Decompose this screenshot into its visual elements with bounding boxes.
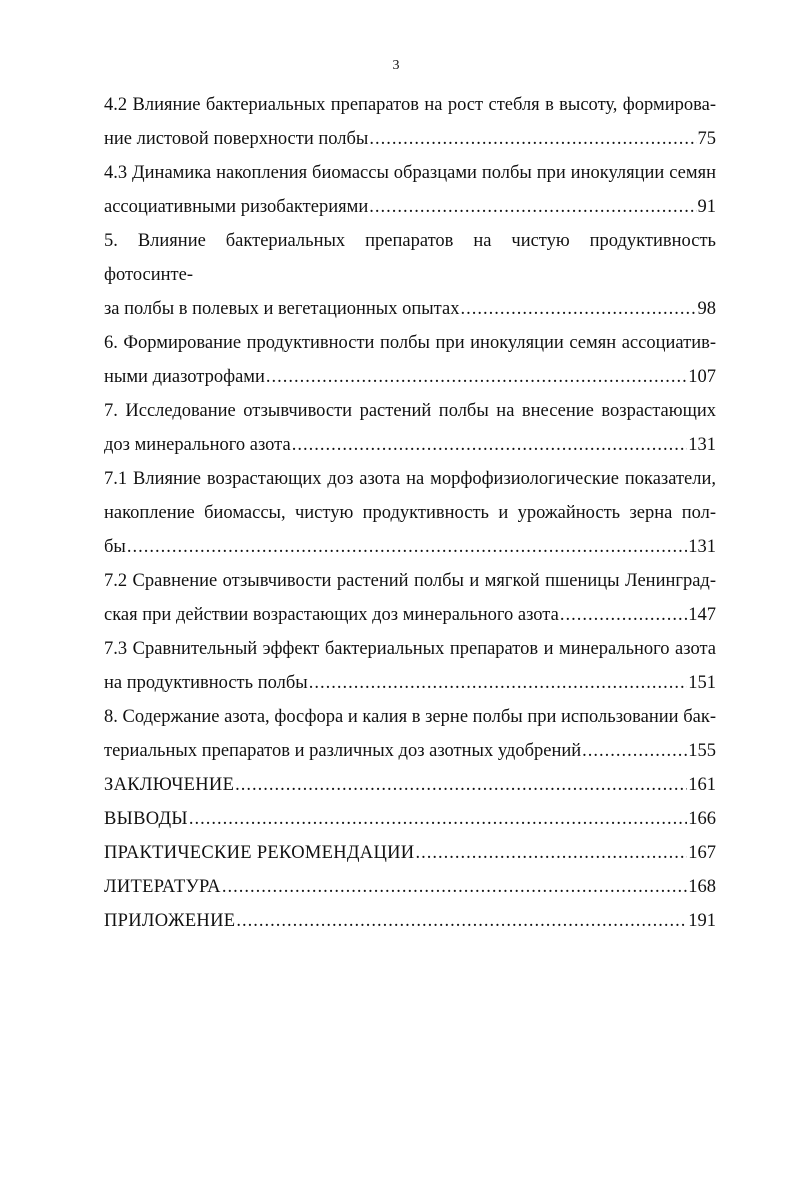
toc-entry-title-last: ЛИТЕРАТУРА <box>104 877 221 897</box>
toc-entry-title-last: ассоциативными ризобактериями <box>104 197 369 217</box>
toc-page-number: 168 <box>688 877 716 897</box>
toc-entry-title-last: на продуктивность полбы <box>104 673 308 693</box>
toc-entry[interactable] <box>104 88 716 156</box>
toc-entry-literature[interactable] <box>104 870 716 904</box>
toc-entry-title-last: ние листовой поверхности полбы <box>104 129 369 149</box>
toc-entry[interactable] <box>104 700 716 768</box>
dot-leader <box>309 666 688 700</box>
toc-entry-recommendations[interactable] <box>104 836 716 870</box>
table-of-contents <box>104 88 716 938</box>
toc-entry-title-line: 7.1 Влияние возрастающих доз азота на морфофизиологические показатели, <box>104 469 716 489</box>
dot-leader <box>236 904 687 938</box>
toc-page-number: 191 <box>688 911 716 931</box>
toc-entry[interactable] <box>104 394 716 462</box>
toc-entry-title-line: 4.3 Динамика накопления биомассы образцами полбы при инокуляции семян <box>104 163 716 183</box>
toc-entry-title-last: ЗАКЛЮЧЕНИЕ <box>104 775 235 795</box>
dot-leader <box>127 530 687 564</box>
toc-entry-title-line: 6. Формирование продуктивности полбы при инокуляции семян ассоциатив- <box>104 333 716 353</box>
dot-leader <box>235 768 687 802</box>
toc-entry[interactable] <box>104 326 716 394</box>
dot-leader <box>292 428 688 462</box>
toc-entry-title-last: доз минерального азота <box>104 435 291 455</box>
toc-page-number: 155 <box>688 741 716 761</box>
toc-entry-title-line: 7.2 Сравнение отзывчивости растений полбы и мягкой пшеницы Ленинград- <box>104 571 716 591</box>
toc-entry-title-last: ПРАКТИЧЕСКИЕ РЕКОМЕНДАЦИИ <box>104 843 415 863</box>
toc-entry-title-last: бы <box>104 537 126 557</box>
dot-leader <box>582 734 687 768</box>
toc-entry[interactable] <box>104 632 716 700</box>
toc-page-number: 98 <box>697 299 716 319</box>
toc-entry[interactable] <box>104 462 716 564</box>
dot-leader <box>415 836 687 870</box>
toc-entry-title-last: ская при действии возрастающих доз минерального азота <box>104 605 559 625</box>
dot-leader <box>266 360 687 394</box>
toc-entry-title-last: ПРИЛОЖЕНИЕ <box>104 911 236 931</box>
toc-entry-title-line: 7.3 Сравнительный эффект бактериальных препаратов и минерального азота <box>104 639 716 659</box>
toc-entry-title-line: 5. Влияние бактериальных препаратов на чистую продуктивность фотосинте- <box>104 231 716 285</box>
toc-entry-appendix[interactable] <box>104 904 716 938</box>
dot-leader <box>369 190 696 224</box>
toc-page-number: 131 <box>688 537 716 557</box>
toc-entry-title-line: 4.2 Влияние бактериальных препаратов на рост стебля в высоту, формирова- <box>104 95 716 115</box>
toc-page-number: 131 <box>688 435 716 455</box>
toc-entry-title-line: 7. Исследование отзывчивости растений полбы на внесение возрастающих <box>104 401 716 421</box>
toc-page-number: 151 <box>688 673 716 693</box>
toc-page-number: 147 <box>688 605 716 625</box>
toc-entry-title-last: за полбы в полевых и вегетационных опытах <box>104 299 460 319</box>
dot-leader <box>560 598 687 632</box>
dot-leader <box>369 122 696 156</box>
toc-entry-title-last: териальных препаратов и различных доз азотных удобрений <box>104 741 582 761</box>
toc-page-number: 107 <box>688 367 716 387</box>
toc-entry-title-line: 8. Содержание азота, фосфора и калия в зерне полбы при использовании бак- <box>104 707 716 727</box>
toc-entry-title-line: накопление биомассы, чистую продуктивность и урожайность зерна пол- <box>104 503 716 523</box>
toc-page-number: 167 <box>688 843 716 863</box>
toc-page-number: 75 <box>697 129 716 149</box>
toc-entry-conclusion[interactable] <box>104 768 716 802</box>
toc-entry[interactable] <box>104 224 716 326</box>
toc-entry[interactable] <box>104 156 716 224</box>
toc-entry-title-last: ными диазотрофами <box>104 367 265 387</box>
toc-page-number: 161 <box>688 775 716 795</box>
toc-entry[interactable] <box>104 564 716 632</box>
dot-leader <box>189 802 687 836</box>
page-number: 3 <box>392 58 400 73</box>
toc-entry-findings[interactable] <box>104 802 716 836</box>
toc-page-number: 166 <box>688 809 716 829</box>
toc-entry-title-last: ВЫВОДЫ <box>104 809 188 829</box>
toc-page-number: 91 <box>697 197 716 217</box>
dot-leader <box>222 870 687 904</box>
dot-leader <box>460 292 696 326</box>
